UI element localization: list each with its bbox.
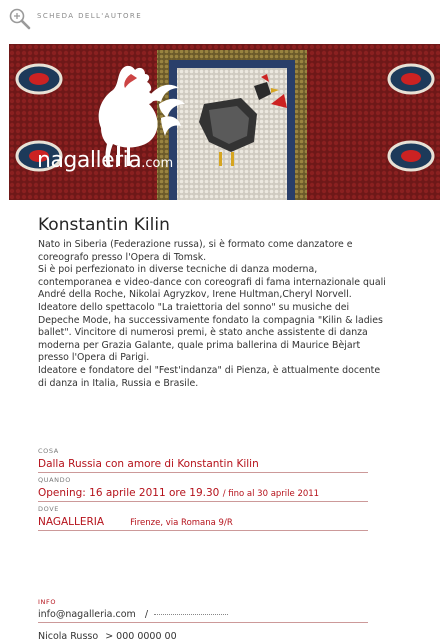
opening-date: 16 aprile 2011 ore 19.30 — [89, 487, 220, 499]
hero-banner — [9, 44, 440, 200]
divider — [38, 501, 368, 502]
divider — [38, 530, 368, 531]
venue-name: NAGALLERIA — [38, 516, 105, 528]
location-row — [38, 516, 368, 528]
logo-suffix: .com — [141, 156, 174, 171]
bio-paragraph: Ideatore dello spettacolo "La traiettoria del sonno" su musiche dei Depeche Mode, ha successivamente fondato la compagnia "Kilin & ladies ballet". Vincitore di numerosi premi, è stato anche assistente di danza moderna per Grazia Galante, quale prima ballerina di Maurice Bèjart presso l'Opera di Parigi. — [38, 301, 383, 364]
venue-address: Firenze, via Romana 9/R — [130, 518, 233, 528]
contact-row — [38, 609, 368, 620]
dove-section — [38, 505, 368, 531]
email-link[interactable]: info@nagalleria.com — [38, 609, 136, 620]
dove-label: DOVE — [38, 505, 59, 513]
beadwork-image — [9, 44, 440, 200]
section-label: SCHEDA DELL'AUTORE — [37, 12, 143, 20]
quando-section — [38, 476, 368, 502]
logo-text: nagalleria — [37, 148, 142, 173]
site-logo[interactable] — [37, 148, 173, 173]
contact-name: Nicola Russo — [38, 631, 99, 642]
cosa-label: COSA — [38, 447, 59, 455]
zoom-icon[interactable] — [8, 7, 32, 31]
event-title: Dalla Russia con amore di Konstantin Kilin — [38, 458, 259, 470]
info-section — [38, 598, 368, 642]
bio-paragraph: Ideatore e fondatore del "Fest'indanza" di Pienza, è attualmente docente di danza in Italia, Russia e Brasile. — [38, 364, 381, 389]
opening-prefix: Opening: — [38, 487, 90, 499]
top-bar — [0, 0, 444, 44]
event-date-row — [38, 487, 368, 499]
bio-paragraph: Si è poi perfezionato in diverse tecniche di danza moderna, contemporanea e video-dance con coreografi di fama internazionale quali André della Roche, Nikolai Agryzkov, Irene Hultman,Cheryl Norvell. — [38, 264, 386, 301]
divider — [38, 622, 368, 623]
divider — [38, 472, 368, 473]
info-label: INFO — [38, 598, 57, 606]
author-bio — [38, 239, 388, 390]
phone-row — [38, 631, 368, 642]
dotted-field — [154, 614, 228, 615]
bio-paragraph: Nato in Siberia (Federazione russa), si è formato come danzatore e coreografo presso l'Opera di Tomsk. — [38, 239, 353, 263]
cosa-section — [38, 447, 368, 473]
author-name: Konstantin Kilin — [38, 215, 170, 235]
quando-label: QUANDO — [38, 476, 71, 484]
separator: / — [144, 609, 149, 620]
end-date: / fino al 30 aprile 2011 — [222, 489, 320, 499]
contact-phone: > 000 0000 00 — [105, 631, 177, 642]
